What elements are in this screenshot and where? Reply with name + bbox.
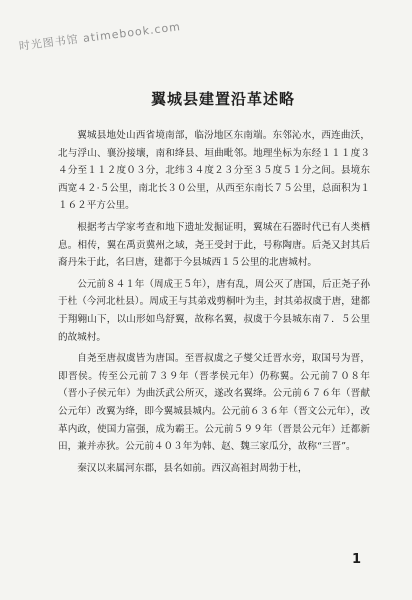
paragraph-origins: 根据考古学家考查和地下遗址发掘证明，翼城在石器时代已有人类栖息。相传，翼在禹贡冀州之域，尧王受封于此，号称陶唐。后尧又封其后裔丹朱于此，名曰唐，建都于今县城西１５公里的北唐城村。 xyxy=(58,221,370,269)
paragraph-zhou: 公元前８４１年（周成王５年），唐有乱，周公灭了唐国，后正尧子孙于杜（今河北杜县）。周成王与其弟戏剪桐叶为圭，封其弟叔虞于唐，建都于翔翱山下，以山形如鸟舒翼，故称名翼，叔虞于今县城东南７．５公里的故城村。 xyxy=(58,278,370,343)
page-number: 1 xyxy=(352,552,362,567)
document-page xyxy=(58,88,370,481)
paragraph-location: 翼城县地处山西省境南部，临汾地区东南端。东邻沁水，西连曲沃，北与浮山、襄汾接壤，南和绛县、垣曲毗邻。地理坐标为东经１１１度３４分至１１２度０３分，北纬３４度２３分至３５度５１分之间。县境东西宽４２·５公里，南北长３０公里，从西至东南长７５公里，总面积为１１６２平方公里。 xyxy=(58,130,370,212)
watermark-text: 时光图书馆 atimebook.com xyxy=(18,20,182,53)
document-title: 翼城县建置沿革述略 xyxy=(150,90,295,108)
paragraph-qin-han: 秦汉以来属河东郡，县名如前。西汉高祖封周勃于杜， xyxy=(77,462,308,474)
paragraph-jin: 自尧至唐叔虞皆为唐国。至晋叔虞之子燮父迁晋水旁，取国号为晋，即晋侯。传至公元前７３９年（晋孝侯元年）仍称翼。公元前７０８年（晋小子侯元年）为曲沃武公所灭，遂改名翼绛。公元前６７６年（晋献公元年）改翼为绛，即今翼城县城内。公元前６３６年（晋文公元年），改革内政，使国力富强，成为霸王。公元前５９９年（晋景公元年）迁都新田，兼并赤狄。公元前４０３年为韩、赵、魏三家瓜分，故称“三晋”。 xyxy=(58,353,370,453)
